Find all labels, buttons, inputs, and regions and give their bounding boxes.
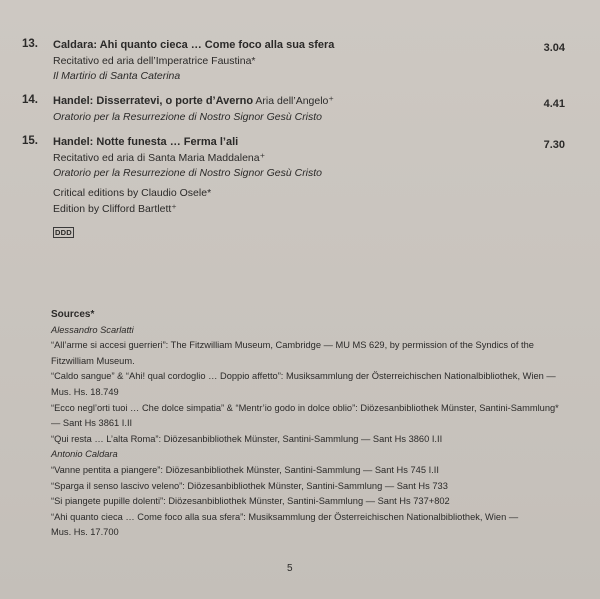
source-composer: Alessandro Scarlatti bbox=[51, 324, 134, 335]
source-entry: “Vanne pentita a piangere”: Diözesanbibliothek Münster, Santini-Sammlung — Sant Hs 745 I.II bbox=[51, 464, 439, 475]
source-entry: — Sant Hs 3861 I.II bbox=[51, 418, 133, 429]
track-details bbox=[53, 38, 533, 85]
track-duration: 4.41 bbox=[543, 98, 565, 110]
track-13 bbox=[22, 38, 582, 86]
track-number: 13. bbox=[22, 38, 38, 50]
sources-list bbox=[51, 323, 571, 541]
track-title: Caldara: Ahi quanto cieca … Come foco alla sua sfera bbox=[53, 39, 335, 51]
track-number: 14. bbox=[22, 94, 38, 106]
source-entry: “Caldo sangue” & “Ahi! qual cordoglio … Doppio affetto”: Musiksammlung der Österreichischen Nationalbibliothek, Wien — bbox=[51, 371, 556, 382]
sources-section bbox=[51, 307, 571, 541]
credit-line: Edition by Clifford Bartlett⁺ bbox=[53, 202, 177, 215]
track-title: Handel: Notte funesta … Ferma l’ali bbox=[53, 136, 239, 148]
track-title-line bbox=[53, 135, 533, 151]
source-entry: Mus. Hs. 17.700 bbox=[51, 527, 119, 538]
source-entry: “All’arme si accesi guerrieri”: The Fitzwilliam Museum, Cambridge — MU MS 629, by permission of the Syndics of the bbox=[51, 340, 534, 351]
sources-heading: Sources* bbox=[51, 309, 95, 320]
page-number: 5 bbox=[287, 563, 293, 574]
track-work: Oratorio per la Resurrezione di Nostro Signor Gesù Cristo bbox=[53, 167, 323, 179]
track-title: Handel: Disserratevi, o porte d’Averno bbox=[53, 95, 254, 107]
source-entry: Mus. Hs. 18.749 bbox=[51, 386, 119, 397]
source-entry: “Ecco negl’orti tuoi … Che dolce simpatia” & “Mentr’io godo in dolce oblio”: Diözesanbibliothek Münster, Santini-Sammlung* bbox=[51, 402, 559, 413]
credit-line: Critical editions by Claudio Osele* bbox=[53, 187, 212, 199]
track-title-line bbox=[53, 38, 533, 54]
source-entry: Fitzwilliam Museum. bbox=[51, 355, 135, 366]
track-number: 15. bbox=[22, 135, 38, 147]
track-duration: 7.30 bbox=[543, 139, 565, 151]
source-composer: Antonio Caldara bbox=[51, 449, 118, 460]
track-title-line bbox=[53, 94, 533, 110]
track-description: Recitativo ed aria dell’Imperatrice Faustina* bbox=[53, 54, 256, 67]
track-details bbox=[53, 135, 533, 182]
track-details bbox=[53, 94, 533, 125]
track-work: Il Martirio di Santa Caterina bbox=[53, 70, 181, 82]
track-15 bbox=[22, 135, 582, 183]
source-entry: “Qui resta … L’alta Roma”: Diözesanbibliothek Münster, Santini-Sammlung — Sant Hs 3860 I.II bbox=[51, 433, 443, 444]
track-work: Oratorio per la Resurrezione di Nostro Signor Gesù Cristo bbox=[53, 110, 323, 123]
source-entry: “Si piangete pupille dolenti”: Diözesanbibliothek Münster, Santini-Sammlung — Sant Hs 737+802 bbox=[51, 496, 450, 507]
track-duration: 3.04 bbox=[543, 42, 565, 54]
track-title-extra: Aria dell’Angelo⁺ bbox=[253, 95, 334, 107]
source-entry: “Ahi quanto cieca … Come foco alla sua sfera”: Musiksammlung der Österreichischen Nationalbibliothek, Wien — bbox=[51, 511, 519, 522]
edition-credits bbox=[53, 186, 211, 217]
source-entry: “Sparga il senso lascivo veleno”: Diözesanbibliothek Münster, Santini-Sammlung — Sant Hs 733 bbox=[51, 480, 448, 491]
track-14 bbox=[22, 94, 582, 128]
track-description: Recitativo ed aria di Santa Maria Maddalena⁺ bbox=[53, 151, 266, 164]
ddd-badge: DDD bbox=[55, 228, 72, 237]
